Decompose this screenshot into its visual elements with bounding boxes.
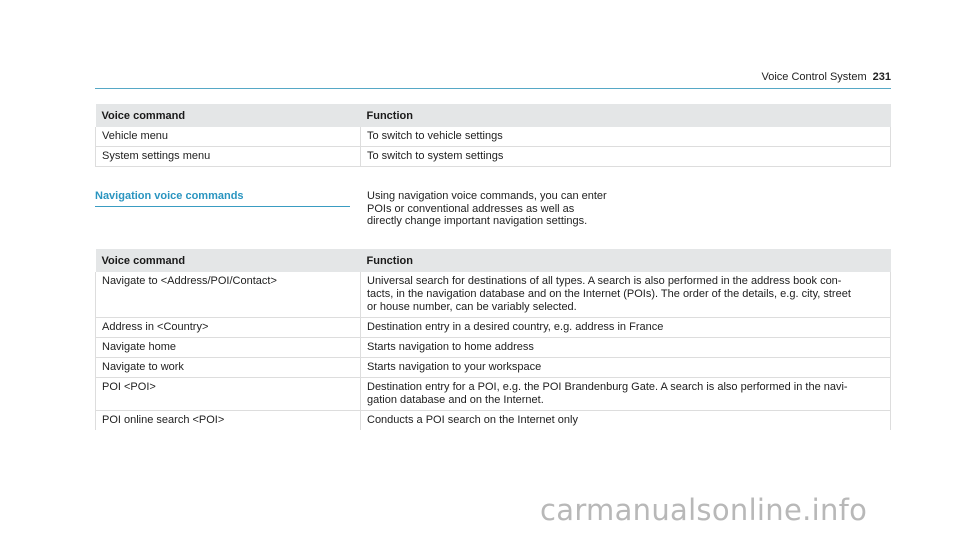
function-line: tacts, in the navigation database and on the Internet (POIs). The order of the details, e.g. city, street [367, 288, 851, 300]
table-row [96, 147, 891, 167]
table-header-row [96, 249, 891, 272]
function-cell [361, 411, 891, 431]
function-cell: To switch to vehicle settings [361, 127, 891, 147]
table-row [96, 338, 891, 358]
intro-line: directly change important navigation settings. [367, 215, 588, 227]
command-cell: Vehicle menu [96, 127, 361, 147]
command-cell: POI <POI> [96, 378, 361, 411]
function-cell: To switch to system settings [361, 147, 891, 167]
table-row [96, 272, 891, 318]
command-cell: Navigate home [96, 338, 361, 358]
function-cell [361, 272, 891, 318]
header-rule [95, 88, 891, 89]
table-row [96, 378, 891, 411]
section-name: Voice Control System [761, 71, 867, 83]
table-header-row [96, 104, 891, 127]
function-cell [361, 318, 891, 338]
function-cell [361, 358, 891, 378]
command-cell: Address in <Country> [96, 318, 361, 338]
function-line: or house number, can be variably selected. [367, 301, 577, 313]
voice-command-table-navigation [95, 249, 891, 430]
column-header-function: Function [361, 104, 891, 127]
table-row [96, 127, 891, 147]
running-header [761, 71, 891, 83]
intro-paragraph [367, 190, 637, 228]
function-line: Destination entry for a POI, e.g. the POI Brandenburg Gate. A search is also performed in the navi- [367, 381, 848, 393]
command-cell: POI online search <POI> [96, 411, 361, 431]
intro-line: POIs or conventional addresses as well as [367, 202, 575, 215]
column-header-command: Voice command [96, 249, 361, 272]
function-line: Conducts a POI search on the Internet only [367, 414, 578, 426]
command-cell: Navigate to <Address/POI/Contact> [96, 272, 361, 318]
table-row [96, 318, 891, 338]
function-line: Destination entry in a desired country, e.g. address in France [367, 321, 664, 333]
function-line: Universal search for destinations of all types. A search is also performed in the address book con- [367, 275, 842, 287]
command-cell: Navigate to work [96, 358, 361, 378]
function-line: Starts navigation to your workspace [367, 361, 542, 373]
page-number: 231 [872, 71, 891, 83]
table-row [96, 411, 891, 431]
table-row [96, 358, 891, 378]
voice-command-table-general [95, 104, 891, 167]
section-heading: Navigation voice commands [95, 190, 350, 207]
watermark: carmanualsonline.info [540, 493, 868, 527]
column-header-command: Voice command [96, 104, 361, 127]
column-header-function: Function [361, 249, 891, 272]
intro-line: Using navigation voice commands, you can enter [367, 190, 607, 202]
command-cell: System settings menu [96, 147, 361, 167]
function-cell [361, 378, 891, 411]
function-line: Starts navigation to home address [367, 341, 534, 353]
function-cell [361, 338, 891, 358]
function-line: gation database and on the Internet. [367, 394, 544, 406]
